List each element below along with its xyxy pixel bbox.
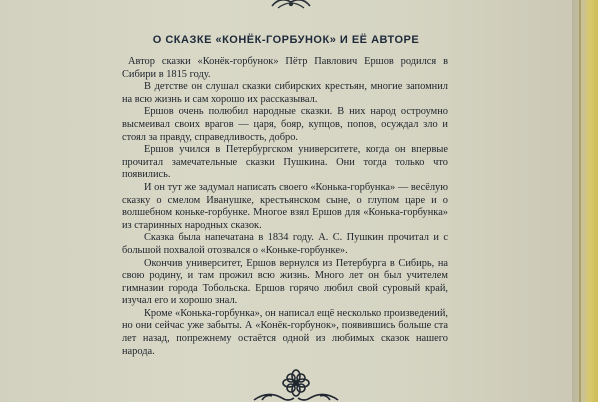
article-body xyxy=(122,56,448,358)
paragraph: Ершов очень полюбил народные сказки. В них народ остроумно высмеивал своих врагов — царя, бояр, купцов, попов, осуждал зло и стоял за правду, справедливость, добро. xyxy=(122,106,448,143)
paragraph: Ершов учился в Петербургском университете, когда он впервые прочитал замечательные сказки Пушкина. Они тогда только что появились. xyxy=(122,144,448,181)
page-title: О СКАЗКЕ «КОНЁК-ГОРБУНОК» И ЕЁ АВТОРЕ xyxy=(152,34,420,46)
paragraph: Окончив университет, Ершов вернулся из Петербурга в Сибирь, на свою родину, и там прожил всю жизнь. Много лет он был учителем гимназии города Тобольска. Ершов горячо любил свой суровый край, изучал его и хорошо знал. xyxy=(122,257,448,307)
book-page-edge xyxy=(572,0,598,402)
top-floral-ornament-icon xyxy=(268,0,314,14)
paragraph: И он тут же задумал написать своего «Конька-горбунка» — весёлую сказку о смелом Иванушке, крестьянском сыне, о глупом царе и о волшебном коньке-горбунке. Многое взял Ершов для «Конька-горбунка» из старинных народных сказок. xyxy=(122,181,448,231)
paragraph: Автор сказки «Конёк-горбунок» Пётр Павлович Ершов родился в Сибири в 1815 году. xyxy=(122,56,448,80)
bottom-floral-ornament-icon xyxy=(248,364,344,402)
paragraph: Кроме «Конька-горбунка», он написал ещё несколько произведений, но они сейчас уже забыты. А «Конёк-горбунок», появившись больше ста лет назад, попрежнему остаётся одной из любимых сказок нашего народа. xyxy=(122,307,448,357)
paragraph: В детстве он слушал сказки сибирских крестьян, многие запомнил на всю жизнь и сам хорошо их рассказывал. xyxy=(122,81,448,105)
paragraph: Сказка была напечатана в 1834 году. А. С. Пушкин прочитал и с большой похвалой отозвался о «Коньке-горбунке». xyxy=(122,232,448,256)
page-edge-line xyxy=(579,0,581,402)
